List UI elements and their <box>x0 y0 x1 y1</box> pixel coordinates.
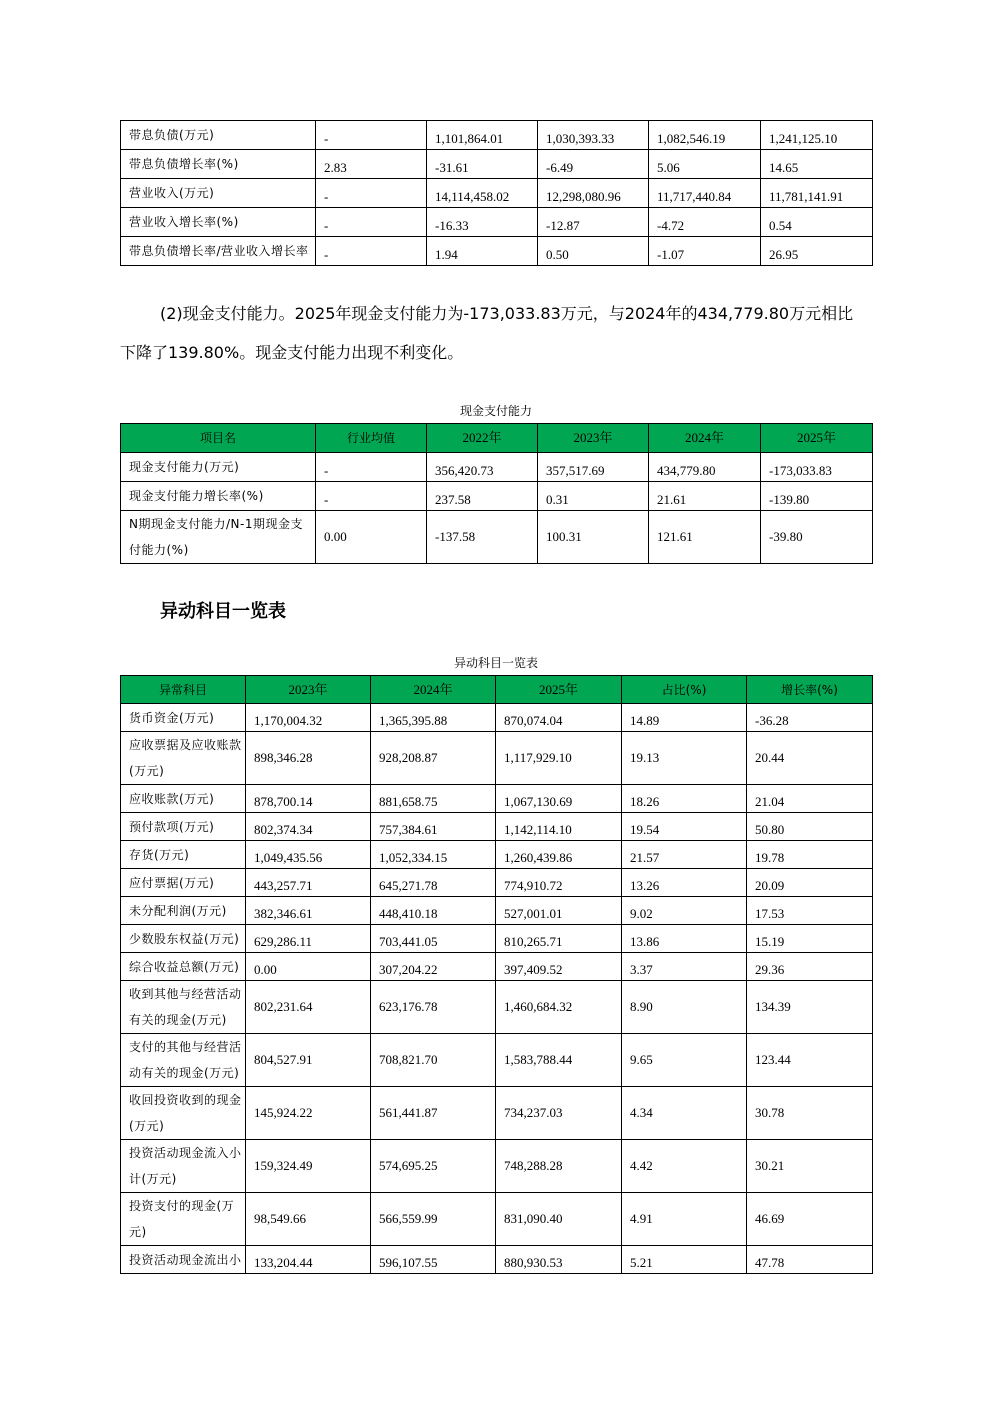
cell: 21.57 <box>622 841 747 869</box>
column-header: 行业均值 <box>316 424 427 453</box>
cell: 46.69 <box>747 1193 873 1246</box>
cell: 133,204.44 <box>246 1246 371 1274</box>
cell: 645,271.78 <box>371 869 496 897</box>
row-label: 应收票据及应收账款(万元) <box>121 732 246 785</box>
cell: 831,090.40 <box>496 1193 622 1246</box>
cell: - <box>316 453 427 482</box>
table-row <box>121 785 873 813</box>
table-row <box>121 150 873 179</box>
cell: 708,821.70 <box>371 1034 496 1087</box>
cell: -1.07 <box>649 237 761 266</box>
cell: 810,265.71 <box>496 925 622 953</box>
cell: 20.09 <box>747 869 873 897</box>
table-row <box>121 208 873 237</box>
cell: 1,142,114.10 <box>496 813 622 841</box>
cell: 629,286.11 <box>246 925 371 953</box>
row-label: 带息负债增长率/营业收入增长率 <box>121 237 316 266</box>
cell: 3.37 <box>622 953 747 981</box>
row-label: 未分配利润(万元) <box>121 897 246 925</box>
row-label: 预付款项(万元) <box>121 813 246 841</box>
cell: -4.72 <box>649 208 761 237</box>
cell: 123.44 <box>747 1034 873 1087</box>
cell: 1.94 <box>427 237 538 266</box>
table-row <box>121 813 873 841</box>
cell: 121.61 <box>649 511 761 564</box>
cell: 527,001.01 <box>496 897 622 925</box>
cell: 357,517.69 <box>538 453 649 482</box>
cell: 29.36 <box>747 953 873 981</box>
column-header: 2024年 <box>371 676 496 704</box>
column-header: 项目名 <box>121 424 316 453</box>
table-row <box>121 953 873 981</box>
cell: - <box>316 237 427 266</box>
cell: 356,420.73 <box>427 453 538 482</box>
cell: 1,067,130.69 <box>496 785 622 813</box>
section-title: 异动科目一览表 <box>160 601 286 622</box>
row-label: 带息负债增长率(%) <box>121 150 316 179</box>
row-label: 带息负债(万元) <box>121 121 316 150</box>
cell: 757,384.61 <box>371 813 496 841</box>
cell: 804,527.91 <box>246 1034 371 1087</box>
table-row <box>121 704 873 732</box>
cell: 4.34 <box>622 1087 747 1140</box>
cell: 5.06 <box>649 150 761 179</box>
cell: -139.80 <box>761 482 873 511</box>
cell: 0.00 <box>316 511 427 564</box>
cell: 566,559.99 <box>371 1193 496 1246</box>
cell: 8.90 <box>622 981 747 1034</box>
cell: 11,717,440.84 <box>649 179 761 208</box>
interest-debt-table <box>120 120 873 266</box>
column-header: 2025年 <box>761 424 873 453</box>
table-row <box>121 1140 873 1193</box>
row-label: 投资活动现金流入小计(万元) <box>121 1140 246 1193</box>
cell: 870,074.04 <box>496 704 622 732</box>
row-label: N期现金支付能力/N-1期现金支付能力(%) <box>121 511 316 564</box>
column-header: 占比(%) <box>622 676 747 704</box>
row-label: 支付的其他与经营活动有关的现金(万元) <box>121 1034 246 1087</box>
cell: 1,101,864.01 <box>427 121 538 150</box>
table-row <box>121 121 873 150</box>
cell: 9.65 <box>622 1034 747 1087</box>
cell: 596,107.55 <box>371 1246 496 1274</box>
cell: 1,460,684.32 <box>496 981 622 1034</box>
table-row <box>121 925 873 953</box>
cell: 1,170,004.32 <box>246 704 371 732</box>
cell: 30.21 <box>747 1140 873 1193</box>
row-label: 应付票据(万元) <box>121 869 246 897</box>
row-label: 存货(万元) <box>121 841 246 869</box>
table-row <box>121 981 873 1034</box>
cell: 100.31 <box>538 511 649 564</box>
row-label: 营业收入(万元) <box>121 179 316 208</box>
column-header: 2023年 <box>246 676 371 704</box>
cell: 0.00 <box>246 953 371 981</box>
cell: -173,033.83 <box>761 453 873 482</box>
cell: 19.78 <box>747 841 873 869</box>
cell: 1,049,435.56 <box>246 841 371 869</box>
table-row <box>121 897 873 925</box>
cell: -39.80 <box>761 511 873 564</box>
column-header: 2024年 <box>649 424 761 453</box>
cell: 21.61 <box>649 482 761 511</box>
cell: 237.58 <box>427 482 538 511</box>
cell: 1,260,439.86 <box>496 841 622 869</box>
table-row <box>121 1034 873 1087</box>
table-row <box>121 841 873 869</box>
cell: -6.49 <box>538 150 649 179</box>
cash-payment-table <box>120 423 873 564</box>
row-label: 收到其他与经营活动有关的现金(万元) <box>121 981 246 1034</box>
cell: 14.65 <box>761 150 873 179</box>
cell: 307,204.22 <box>371 953 496 981</box>
table-header-row <box>121 676 873 704</box>
cell: 748,288.28 <box>496 1140 622 1193</box>
row-label: 货币资金(万元) <box>121 704 246 732</box>
cell: 47.78 <box>747 1246 873 1274</box>
column-header: 2025年 <box>496 676 622 704</box>
column-header: 2022年 <box>427 424 538 453</box>
cell: -31.61 <box>427 150 538 179</box>
cell: 1,241,125.10 <box>761 121 873 150</box>
table-row <box>121 869 873 897</box>
row-label: 现金支付能力(万元) <box>121 453 316 482</box>
cell: 98,549.66 <box>246 1193 371 1246</box>
cell: - <box>316 179 427 208</box>
cell: 26.95 <box>761 237 873 266</box>
table-row <box>121 482 873 511</box>
table-row <box>121 732 873 785</box>
row-label: 投资活动现金流出小 <box>121 1246 246 1274</box>
cell: 134.39 <box>747 981 873 1034</box>
cell: - <box>316 208 427 237</box>
cell: 1,117,929.10 <box>496 732 622 785</box>
row-label: 投资支付的现金(万元) <box>121 1193 246 1246</box>
cell: 928,208.87 <box>371 732 496 785</box>
cell: 145,924.22 <box>246 1087 371 1140</box>
cell: 561,441.87 <box>371 1087 496 1140</box>
cell: 18.26 <box>622 785 747 813</box>
cell: -12.87 <box>538 208 649 237</box>
column-header: 异常科目 <box>121 676 246 704</box>
cell: 50.80 <box>747 813 873 841</box>
paragraph-line-2: 下降了139.80%。现金支付能力出现不利变化。 <box>120 343 464 362</box>
paragraph-line-1: (2)现金支付能力。2025年现金支付能力为-173,033.83万元，与2024年的434,779.80万元相比 <box>160 304 854 323</box>
cell: 397,409.52 <box>496 953 622 981</box>
cell: 1,583,788.44 <box>496 1034 622 1087</box>
cell: 1,030,393.33 <box>538 121 649 150</box>
table-row <box>121 511 873 564</box>
cell: 880,930.53 <box>496 1246 622 1274</box>
cell: -36.28 <box>747 704 873 732</box>
cell: 15.19 <box>747 925 873 953</box>
cell: 802,374.34 <box>246 813 371 841</box>
cell: 12,298,080.96 <box>538 179 649 208</box>
row-label: 收回投资收到的现金(万元) <box>121 1087 246 1140</box>
cell: 434,779.80 <box>649 453 761 482</box>
row-label: 现金支付能力增长率(%) <box>121 482 316 511</box>
cell: 802,231.64 <box>246 981 371 1034</box>
cell: 0.54 <box>761 208 873 237</box>
table-caption: 现金支付能力 <box>459 404 532 418</box>
cell: - <box>316 121 427 150</box>
cell: 443,257.71 <box>246 869 371 897</box>
cell: 9.02 <box>622 897 747 925</box>
cell: - <box>316 482 427 511</box>
cell: 20.44 <box>747 732 873 785</box>
cell: 1,082,546.19 <box>649 121 761 150</box>
cell: 11,781,141.91 <box>761 179 873 208</box>
table-row <box>121 453 873 482</box>
cell: 1,365,395.88 <box>371 704 496 732</box>
cell: 881,658.75 <box>371 785 496 813</box>
cell: 17.53 <box>747 897 873 925</box>
cell: 21.04 <box>747 785 873 813</box>
table-row <box>121 179 873 208</box>
cell: 30.78 <box>747 1087 873 1140</box>
cell: 774,910.72 <box>496 869 622 897</box>
cell: 14.89 <box>622 704 747 732</box>
cell: 19.13 <box>622 732 747 785</box>
cell: 13.26 <box>622 869 747 897</box>
row-label: 营业收入增长率(%) <box>121 208 316 237</box>
cell: 159,324.49 <box>246 1140 371 1193</box>
cell: 1,052,334.15 <box>371 841 496 869</box>
cell: 574,695.25 <box>371 1140 496 1193</box>
abnormal-items-table <box>120 675 873 1274</box>
column-header: 2023年 <box>538 424 649 453</box>
table-row <box>121 1193 873 1246</box>
cell: 448,410.18 <box>371 897 496 925</box>
column-header: 增长率(%) <box>747 676 873 704</box>
cell: 0.31 <box>538 482 649 511</box>
cell: 4.91 <box>622 1193 747 1246</box>
cell: 734,237.03 <box>496 1087 622 1140</box>
table-row <box>121 237 873 266</box>
cell: 382,346.61 <box>246 897 371 925</box>
row-label: 应收账款(万元) <box>121 785 246 813</box>
row-label: 综合收益总额(万元) <box>121 953 246 981</box>
cell: 0.50 <box>538 237 649 266</box>
analysis-paragraph <box>120 294 885 372</box>
cell: 878,700.14 <box>246 785 371 813</box>
table-header-row <box>121 424 873 453</box>
cell: 703,441.05 <box>371 925 496 953</box>
cell: 5.21 <box>622 1246 747 1274</box>
cell: 13.86 <box>622 925 747 953</box>
row-label: 少数股东权益(万元) <box>121 925 246 953</box>
cell: 898,346.28 <box>246 732 371 785</box>
cell: -16.33 <box>427 208 538 237</box>
cell: 14,114,458.02 <box>427 179 538 208</box>
cell: -137.58 <box>427 511 538 564</box>
cell: 4.42 <box>622 1140 747 1193</box>
cell: 19.54 <box>622 813 747 841</box>
cell: 2.83 <box>316 150 427 179</box>
cell: 623,176.78 <box>371 981 496 1034</box>
table-row <box>121 1087 873 1140</box>
table-caption: 异动科目一览表 <box>453 656 538 670</box>
table-row <box>121 1246 873 1274</box>
